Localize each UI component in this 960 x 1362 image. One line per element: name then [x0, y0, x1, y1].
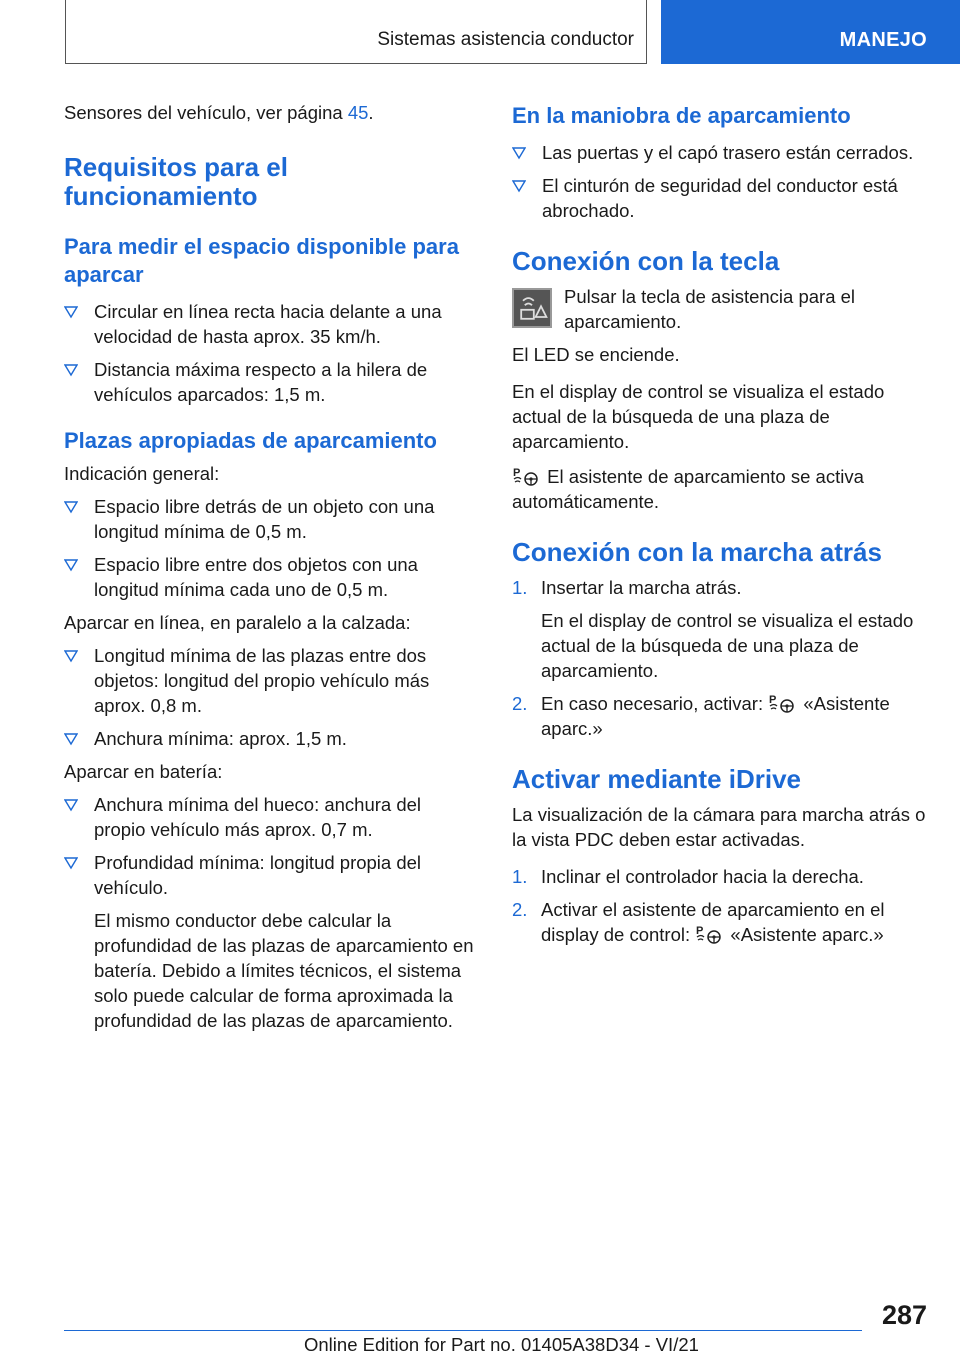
step-text: Activar el asistente de aparcamiento en el display de control:: [541, 899, 885, 945]
list-item: [64, 357, 476, 407]
list-item: [64, 643, 476, 718]
triangle-bullet-icon: [64, 649, 78, 663]
parking-assistant-icon: [512, 465, 542, 487]
triangle-bullet-icon: [64, 798, 78, 812]
heading-marcha: Conexión con la marcha atrás: [512, 537, 882, 567]
list-item: [512, 173, 928, 223]
list-item: [512, 897, 928, 947]
list-item: [64, 552, 476, 602]
triangle-bullet-icon: [64, 558, 78, 572]
list-item-text: Distancia máxima respecto a la hilera de vehículos aparcados: 1,5 m.: [94, 359, 428, 405]
list-item: [512, 140, 928, 165]
list-item-text: Las puertas y el capó trasero están cerrados.: [542, 142, 914, 163]
triangle-bullet-icon: [64, 856, 78, 870]
parking-assistant-icon[interactable]: [695, 923, 725, 945]
heading-maniobra: En la maniobra de aparcamiento: [512, 103, 851, 128]
intro-end: .: [368, 102, 374, 123]
list-item-text: Anchura mínima: aprox. 1,5 m.: [94, 728, 347, 749]
list-item-text: Anchura mínima del hueco: anchura del propio vehículo más aprox. 0,7 m.: [94, 794, 422, 840]
list-item: [64, 850, 476, 900]
triangle-bullet-icon: [64, 363, 78, 377]
led-text: El LED se enciende.: [512, 344, 680, 365]
parking-assistant-icon[interactable]: [768, 692, 798, 714]
bateria-label: Aparcar en batería:: [64, 761, 223, 782]
right-column: [512, 100, 928, 955]
step-number: 2.: [512, 899, 528, 920]
parking-assist-key-icon: [512, 288, 552, 328]
header-section-box: [65, 0, 647, 64]
intro-text: Sensores del vehículo, ver página: [64, 102, 348, 123]
left-column: [64, 100, 476, 1041]
chapter-title: MANEJO: [839, 29, 927, 51]
heading-requisitos: Requisitos para el funcionamiento: [64, 152, 288, 211]
list-item: [64, 494, 476, 544]
chapter-tab[interactable]: [661, 0, 960, 64]
step-text: En caso necesario, activar:: [541, 693, 764, 714]
marcha-step1-note: En el display de control se visualiza el estado actual de la búsqueda de una plaza de aparcamiento.: [541, 610, 914, 681]
page-number: 287: [881, 1300, 927, 1330]
page-link[interactable]: 45: [347, 102, 369, 123]
list-item-text: Espacio libre entre dos objetos con una longitud mínima cada uno de 0,5 m.: [94, 554, 418, 600]
list-item: [64, 299, 476, 349]
triangle-bullet-icon: [512, 179, 526, 193]
display-text: En el display de control se visualiza el estado actual de la búsqueda de una plaza de aparcamiento.: [512, 381, 885, 452]
edition-text: Online Edition for Part no. 01405A38D34 - VI/21: [304, 1334, 699, 1355]
step-number: 1.: [512, 577, 528, 598]
linea-label: Aparcar en línea, en paralelo a la calzada:: [64, 612, 411, 633]
footer-divider: [64, 1330, 862, 1331]
step-number: 2.: [512, 693, 528, 714]
list-item: [512, 864, 928, 889]
triangle-bullet-icon: [64, 305, 78, 319]
intro-paragraph: [64, 100, 476, 125]
indicacion-label: Indicación general:: [64, 463, 220, 484]
bateria-note: El mismo conductor debe calcular la profundidad de las plazas de aparcamiento en batería. Debido a límites técnicos, el sistema solo puede calcular de forma aproximada la profundidad de las plazas de aparcamiento.: [94, 910, 474, 1031]
auto-text: El asistente de aparcamiento se activa automáticamente.: [512, 466, 864, 512]
triangle-bullet-icon: [64, 732, 78, 746]
step-text: Inclinar el controlador hacia la derecha.: [541, 866, 864, 887]
triangle-bullet-icon: [64, 500, 78, 514]
tecla-text: Pulsar la tecla de asistencia para el aparcamiento.: [564, 286, 856, 332]
list-item: [512, 691, 928, 741]
heading-idrive: Activar mediante iDrive: [512, 764, 802, 794]
section-title: Sistemas asistencia conductor: [377, 29, 634, 50]
auto-paragraph: [512, 464, 928, 514]
idrive-text: La visualización de la cámara para marcha atrás o la vista PDC deben estar activadas.: [512, 804, 926, 850]
list-item-text: Espacio libre detrás de un objeto con una longitud mínima de 0,5 m.: [94, 496, 435, 542]
heading-plazas: Plazas apropiadas de aparcamiento: [64, 428, 437, 453]
list-item-text: Circular en línea recta hacia delante a una velocidad de hasta aprox. 35 km/h.: [94, 301, 442, 347]
list-item: [64, 726, 476, 751]
step-number: 1.: [512, 866, 528, 887]
list-item-text: Longitud mínima de las plazas entre dos objetos: longitud del propio vehículo más aprox. 0,8 m.: [94, 645, 430, 716]
step-text: Insertar la marcha atrás.: [541, 577, 742, 598]
list-item-text: Profundidad mínima: longitud propia del vehículo.: [94, 852, 422, 898]
list-item: [64, 792, 476, 842]
list-item-text: El cinturón de seguridad del conductor está abrochado.: [542, 175, 898, 221]
heading-tecla: Conexión con la tecla: [512, 246, 780, 276]
triangle-bullet-icon: [512, 146, 526, 160]
heading-medir: Para medir el espacio disponible para aparcar: [64, 234, 459, 287]
menu-item-label[interactable]: «Asistente aparc.»: [541, 693, 890, 739]
list-item: [512, 575, 928, 600]
menu-item-label[interactable]: «Asistente aparc.»: [730, 924, 884, 945]
tecla-block: [512, 284, 928, 334]
